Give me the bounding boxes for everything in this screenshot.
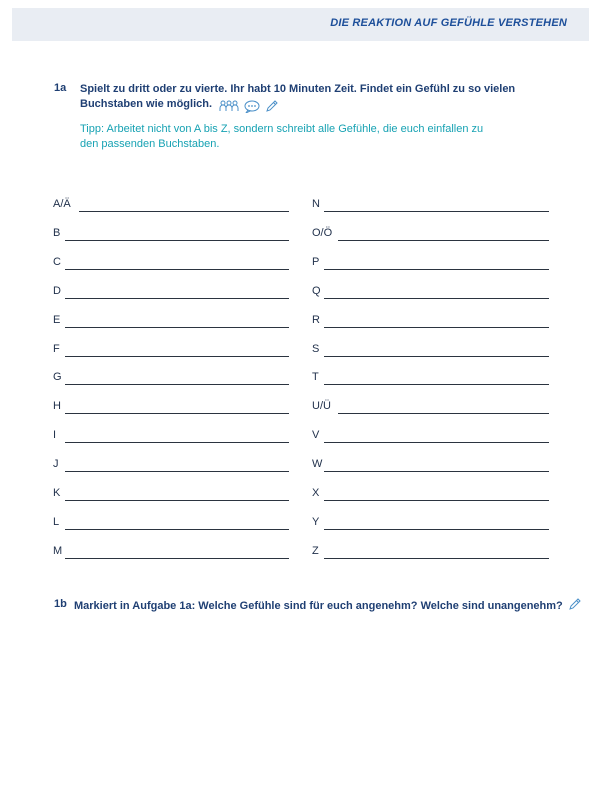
row-letter: N [312, 198, 320, 210]
answer-row-right [312, 487, 549, 501]
answer-line[interactable] [65, 500, 289, 501]
answer-line[interactable] [65, 413, 289, 414]
answer-row-left [53, 343, 289, 357]
answer-line[interactable] [65, 471, 289, 472]
speech-bubble-icon [244, 100, 260, 113]
row-letter: V [312, 429, 320, 442]
row-letter: Q [312, 284, 321, 297]
answer-row-left [53, 458, 289, 472]
task-1b-text: Markiert in Aufgabe 1a: Welche Gefühle sind für euch angenehm? Welche sind unangenehm? [74, 600, 563, 612]
answer-line[interactable] [324, 211, 549, 212]
pencil-icon [568, 598, 581, 611]
answer-row-right [312, 545, 549, 559]
answer-line[interactable] [65, 442, 289, 443]
row-letter: M [53, 544, 63, 557]
answer-row-right [312, 227, 549, 241]
row-letter: G [53, 371, 62, 384]
answer-row-right [312, 371, 549, 385]
row-letter: X [312, 487, 320, 499]
answer-row-left [53, 545, 289, 559]
task-1a-number: 1a [54, 82, 67, 94]
row-letter: B [53, 226, 61, 239]
row-letter: Z [312, 544, 319, 557]
answer-line[interactable] [338, 413, 549, 414]
tip-line1: Tipp: Arbeitet nicht von A bis Z, sondern schreibt alle Gefühle, die euch einfallen zu [80, 123, 484, 135]
answer-line[interactable] [65, 327, 289, 328]
task-1a-line2-wrap [80, 97, 550, 114]
answer-row-right [312, 343, 549, 357]
answer-line[interactable] [324, 500, 549, 501]
answer-row-left [53, 429, 289, 443]
row-letter: W [312, 458, 323, 471]
answer-line[interactable] [65, 356, 289, 357]
answer-row-left [53, 400, 289, 414]
tip-text [80, 122, 520, 152]
answer-line[interactable] [324, 298, 549, 299]
row-letter: R [312, 313, 320, 326]
row-letter: S [312, 342, 320, 355]
header-title: DIE REAKTION AUF GEFÜHLE VERSTEHEN [330, 17, 567, 29]
answer-row-left [53, 285, 289, 299]
row-letter: L [53, 515, 60, 528]
answer-line[interactable] [65, 269, 289, 270]
answer-line[interactable] [324, 384, 549, 385]
answer-line[interactable] [324, 471, 549, 472]
answer-line[interactable] [65, 384, 289, 385]
row-letter: A/Ä [53, 198, 71, 210]
answer-row-right [312, 256, 549, 270]
task-1b-instruction [74, 598, 594, 614]
task-1a-line1: Spielt zu dritt oder zu vierte. Ihr habt 10 Minuten Zeit. Findet ein Gefühl zu so vielen [80, 83, 516, 95]
header-bar [12, 8, 589, 41]
row-letter: U/Ü [312, 400, 331, 413]
row-letter: E [53, 313, 61, 326]
row-letter: O/Ö [312, 226, 333, 239]
answer-row-right [312, 400, 549, 414]
row-letter: K [53, 487, 61, 499]
answer-line[interactable] [79, 211, 289, 212]
answer-row-left [53, 516, 289, 530]
answer-row-left [53, 227, 289, 241]
answer-line[interactable] [324, 356, 549, 357]
tip-line2: den passenden Buchstaben. [80, 138, 220, 150]
row-letter: D [53, 284, 61, 297]
row-letter: F [53, 342, 60, 355]
answer-row-left [53, 487, 289, 501]
task-1a-icons [219, 99, 280, 114]
answer-row-left [53, 371, 289, 385]
answer-line[interactable] [324, 269, 549, 270]
answer-row-right [312, 198, 549, 212]
group-icon [219, 100, 239, 113]
answer-line[interactable] [65, 558, 289, 559]
answer-row-right [312, 429, 549, 443]
answer-line[interactable] [324, 558, 549, 559]
answer-row-right [312, 314, 549, 328]
pencil-icon [265, 100, 278, 113]
answer-row-right [312, 458, 549, 472]
row-letter: J [53, 458, 59, 471]
answer-line[interactable] [65, 529, 289, 530]
row-letter: C [53, 255, 61, 268]
answer-row-right [312, 285, 549, 299]
row-letter: Y [312, 515, 320, 528]
row-letter: H [53, 400, 61, 413]
task-1a-instruction [80, 82, 550, 114]
answer-line[interactable] [65, 298, 289, 299]
answer-line[interactable] [324, 529, 549, 530]
answer-line[interactable] [324, 442, 549, 443]
row-letter: T [312, 371, 319, 384]
task-1a-line2: Buchstaben wie möglich. [80, 98, 213, 110]
row-letter: I [53, 429, 57, 442]
answer-line[interactable] [324, 327, 549, 328]
answer-line[interactable] [338, 240, 549, 241]
answer-row-right [312, 516, 549, 530]
answer-row-left [53, 256, 289, 270]
answer-line[interactable] [65, 240, 289, 241]
row-letter: P [312, 255, 320, 268]
task-1b-number: 1b [54, 598, 67, 610]
answer-row-left [53, 198, 289, 212]
answer-row-left [53, 314, 289, 328]
